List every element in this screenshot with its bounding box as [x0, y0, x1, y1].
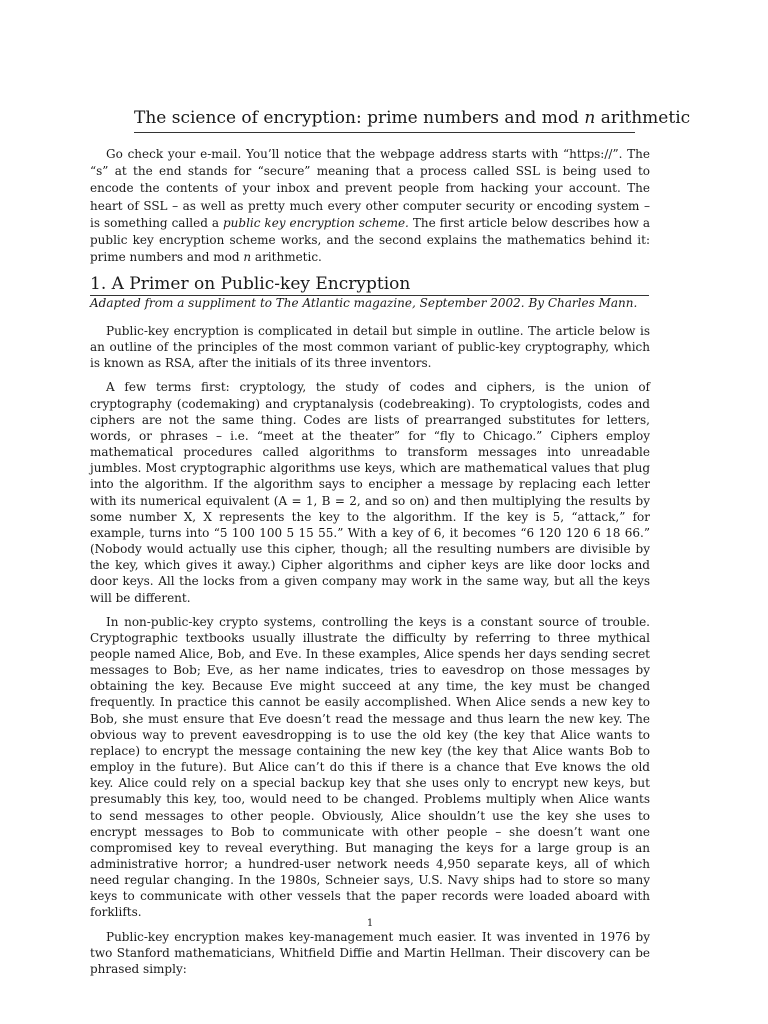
section-byline: Adapted from a suppliment to The Atlantic magazine, September 2002. By Charles Mann.: [90, 296, 638, 310]
intro-paragraph: [90, 146, 650, 266]
document-title: [134, 106, 691, 133]
body-paragraph-2: A few terms first: cryptology, the study of codes and ciphers, is the union of cryptography (codemaking) and cryptanalysis (codebreaking). To cryptologists, codes and ciphers are not the same thing. Codes are lists of prearranged substitutes for letters, words, or phrases – i.e. “meet at the theater” for “fly to Chicago.” Ciphers employ mathematical procedures called algorithms to transform messages into unreadable jumbles. Most cryptographic algorithms use keys, which are mathematical values that plug into the algorithm. If the algorithm says to encipher a message by replacing each letter with its numerical equivalent (A = 1, B = 2, and so on) and then multiplying the results by some number X, X represents the key to the algorithm. If the key is 5, “attack,” for example, turns into “5 100 100 5 15 55.” With a key of 6, it becomes “6 120 120 6 18 66.” (Nobody would actually use this cipher, though; all the resulting numbers are divisible by the key, which gives it away.) Cipher algorithms and cipher keys are like door locks and door keys. All the locks from a given company may work in the same way, but all the keys will be different.: [90, 380, 650, 605]
section-heading: 1. A Primer on Public-key Encryption: [90, 274, 411, 294]
body-paragraph-3: In non-public-key crypto systems, controlling the keys is a constant source of trouble. Cryptographic textbooks usually illustrate the difficulty by referring to three mythical people named Alice, Bob, and Eve. In these examples, Alice spends her days sending secret messages to Bob; Eve, as her name indicates, tries to eavesdrop on those messages by obtaining the key. Because Eve might succeed at any time, the key must be changed frequently. In practice this cannot be easily accomplished. When Alice sends a new key to Bob, she must ensure that Eve doesn’t read the message and thus learn the new key. The obvious way to prevent eavesdropping is to use the old key (the key that Alice wants to replace) to encrypt the message containing the new key (the key that Alice wants Bob to employ in the future). But Alice can’t do this if there is a chance that Eve knows the old key. Alice could rely on a special backup key that she uses only to encrypt new keys, but presumably this key, too, would need to be changed. Problems multiply when Alice wants to send messages to other people. Obviously, Alice shouldn’t use the key she uses to encrypt messages to Bob to communicate with other people – she doesn’t want one compromised key to reveal everything. But managing the keys for a large group is an administrative horror; a hundred-user network needs 4,950 separate keys, all of which need regular changing. In the 1980s, Schneier says, U.S. Navy ships had to store so many keys to communicate with other vessels that the paper records were loaded aboard with forklifts.: [90, 614, 650, 920]
intro-text: Go check your e-mail. You’ll notice that the webpage address starts with “https://”. The “s” at the end stands for “secure” meaning that a process called SSL is being used to encode the contents of your inbox and prevent people from hacking your account. The heart of SSL – as well as pretty much every other computer security or encoding system – is something called a: [90, 147, 650, 230]
title-text-end: arithmetic: [595, 108, 691, 128]
article-body: [90, 323, 650, 985]
intro-emphasis: public key encryption scheme.: [222, 215, 409, 230]
intro-text-3: arithmetic.: [251, 250, 322, 265]
intro-variable: n: [243, 250, 252, 265]
title-variable: n: [584, 108, 596, 128]
body-paragraph-4: Public-key encryption makes key-management much easier. It was invented in 1976 by two Stanford mathematicians, Whitfield Diffie and Martin Hellman. Their discovery can be phrased simply:: [90, 929, 650, 976]
intro-text-2: The first article below describes how a public key encryption scheme works, and the second explains the mathematics behind it: prime numbers and mod: [90, 215, 651, 265]
title-text: The science of encryption: prime numbers and mod: [134, 108, 585, 128]
page-number: 1: [366, 918, 374, 929]
body-paragraph-1: Public-key encryption is complicated in detail but simple in outline. The article below is an outline of the principles of the most common variant of public-key cryptography, which is known as RSA, after the initials of its three inventors.: [90, 324, 650, 371]
